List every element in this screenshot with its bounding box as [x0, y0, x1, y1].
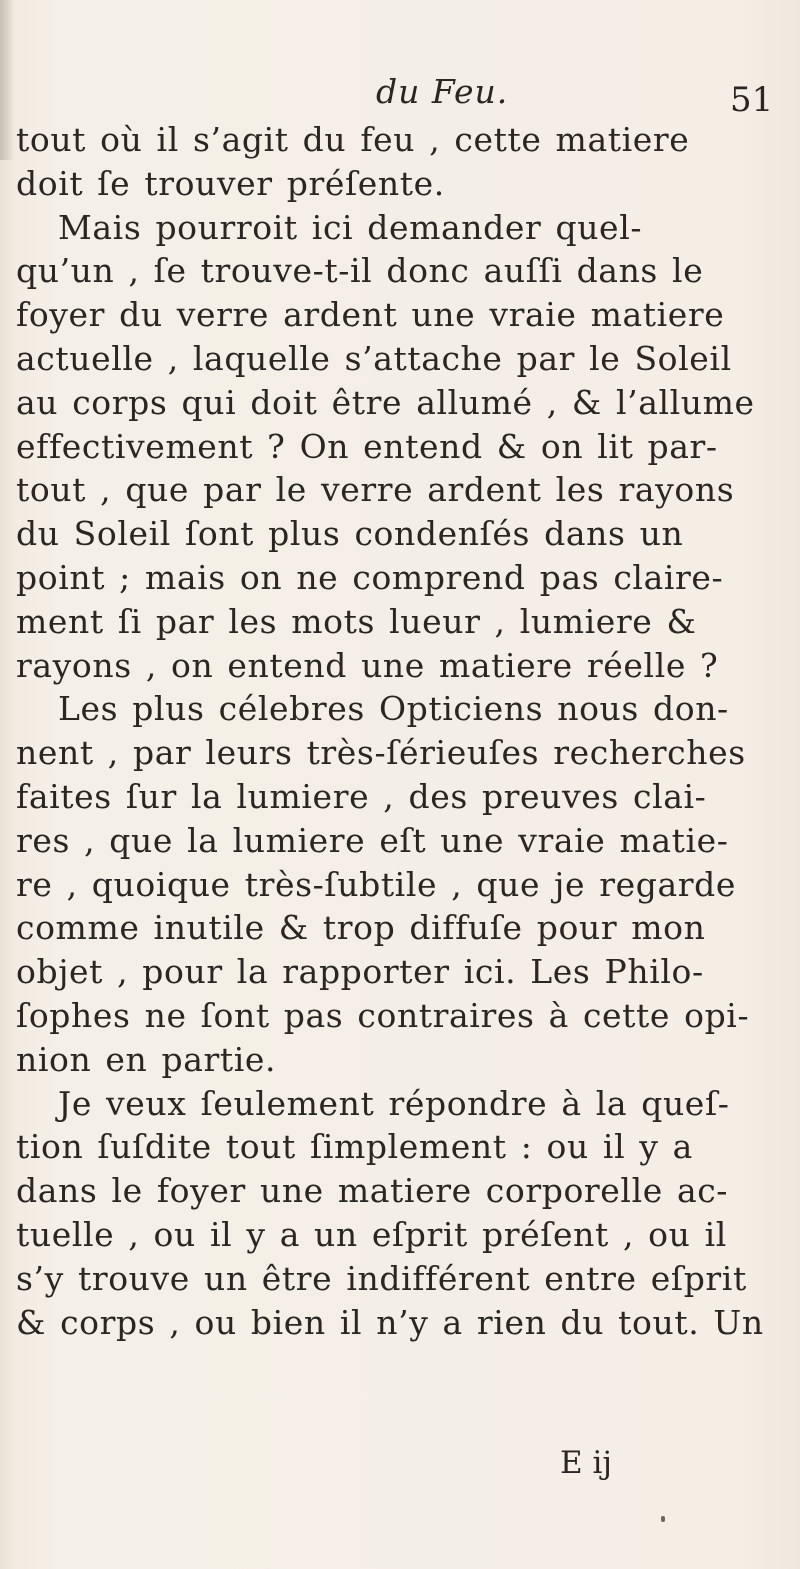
text-line: faites ſur la lumiere , des preuves clai- [16, 776, 707, 816]
text-line: actuelle , laquelle s’attache par le Soleil [16, 338, 732, 378]
text-line: effectivement ? On entend & on lit par- [16, 426, 718, 466]
text-line: nion en partie. [16, 1039, 277, 1079]
text-line: point ; mais on ne comprend pas claire- [16, 557, 724, 597]
text-line: du Soleil ſont plus condenſés dans un [16, 514, 684, 554]
text-line: objet , pour la rapporter ici. Les Philo- [16, 952, 704, 992]
signature-mark: E ij [560, 1445, 613, 1481]
text-line: dans le foyer une matiere corporelle ac- [16, 1171, 729, 1211]
text-line: qu’un , ſe trouve-t-il donc auſſi dans le [16, 251, 704, 291]
text-line: tout où il s’agit du feu , cette matiere [16, 120, 690, 159]
text-line: res , que la lumiere eſt une vraie matie- [16, 820, 729, 860]
text-line: doit ſe trouver préſente. [16, 163, 445, 203]
text-line: Je veux ſeulement répondre à la queſ- [58, 1083, 730, 1123]
text-line: Les plus célebres Opticiens nous don- [58, 689, 729, 729]
ink-speck [661, 1516, 665, 1522]
body-text [0, 118, 800, 1344]
text-line: tout , que par le verre ardent les rayons [16, 470, 735, 510]
text-line: au corps qui doit être allumé , & l’allume [16, 382, 755, 422]
running-title: du Feu. [376, 72, 509, 111]
text-line: nent , par leurs très-ſérieuſes recherches [16, 733, 746, 773]
text-line: & corps , ou bien il n’y a rien du tout. Un [16, 1302, 764, 1342]
text-line: foyer du verre ardent une vraie matiere [16, 295, 725, 335]
text-line: re , quoique très-ſubtile , que je regarde [16, 864, 736, 904]
text-line: s’y trouve un être indifférent entre eſprit [16, 1258, 747, 1298]
running-head [0, 72, 800, 122]
text-line: Mais pourroit ici demander quel- [58, 207, 643, 247]
page-number: 51 [730, 80, 774, 120]
text-line: ment ſi par les mots lueur , lumiere & [16, 601, 697, 641]
text-line: tuelle , ou il y a un eſprit préſent , ou il [16, 1214, 727, 1254]
text-line: comme inutile & trop diffuſe pour mon [16, 908, 706, 948]
text-line: rayons , on entend une matiere réelle ? [16, 645, 719, 685]
text-line: tion ſuſdite tout ſimplement : ou il y a [16, 1127, 693, 1167]
text-line: ſophes ne ſont pas contraires à cette opi- [16, 995, 750, 1035]
